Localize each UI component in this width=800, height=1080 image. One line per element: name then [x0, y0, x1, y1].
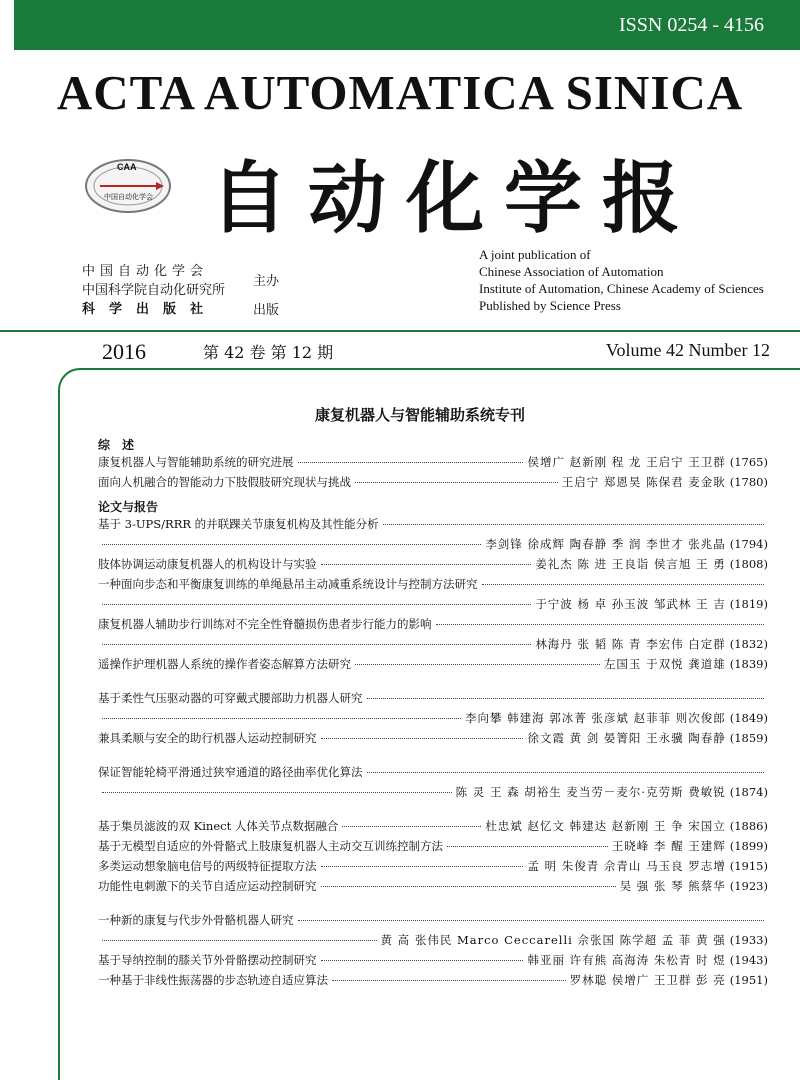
top-green-bar: [14, 0, 800, 50]
leader-dots: [321, 738, 524, 739]
toc-entry[interactable]: [98, 972, 768, 992]
toc-entry[interactable]: [98, 576, 768, 616]
leader-dots: [321, 886, 616, 887]
article-title: 遥操作护理机器人系统的操作者姿态解算方法研究: [98, 657, 351, 671]
article-title: 功能性电刺激下的关节自适应运动控制研究: [98, 879, 317, 893]
article-authors: 李剑锋 徐成辉 陶春静 季 润 李世才 张兆晶: [485, 537, 726, 551]
article-authors: 林海丹 张 韬 陈 青 李宏伟 白定群: [535, 637, 726, 651]
toc-entry[interactable]: [98, 690, 768, 730]
article-page: (1899): [729, 839, 768, 853]
article-authors: 李向攀 韩建海 郭冰菁 张彦斌 赵菲菲 则次俊郎: [464, 711, 726, 725]
leader-dots: [383, 524, 764, 525]
article-title: 保证智能轮椅平滑通过狭窄通道的路径曲率优化算法: [98, 765, 363, 779]
article-page: (1951): [729, 973, 768, 987]
sponsor-block: [82, 262, 225, 319]
toc-entry[interactable]: [98, 616, 768, 656]
special-issue-title: 康复机器人与智能辅助系统专刊: [314, 406, 525, 424]
leader-dots: [298, 920, 765, 921]
article-page: (1886): [729, 819, 768, 833]
article-title: 面向人机融合的智能动力下肢假肢研究现状与挑战: [98, 475, 351, 489]
toc-entry[interactable]: [98, 656, 768, 676]
article-title: 一种新的康复与代步外骨骼机器人研究: [98, 913, 294, 927]
sponsor-role-host: 主办: [253, 274, 280, 289]
article-title: 基于柔性气压驱动器的可穿戴式腰部助力机器人研究: [98, 691, 363, 705]
leader-dots: [447, 846, 608, 847]
article-authors: 罗林聪 侯增广 王卫群 彭 亮: [569, 973, 726, 987]
article-title: 康复机器人辅助步行训练对不完全性脊髓损伤患者步行能力的影响: [98, 617, 432, 631]
article-title: 基于集员滤波的双 Kinect 人体关节点数据融合: [98, 819, 339, 833]
chinese-journal-title: 自动化学报: [210, 154, 701, 244]
leader-dots: [332, 980, 566, 981]
article-page: (1943): [729, 953, 768, 967]
article-page: (1859): [729, 731, 768, 745]
leader-dots: [102, 644, 531, 645]
toc-entry[interactable]: [98, 516, 768, 556]
article-page: (1874): [729, 785, 768, 799]
leader-dots: [436, 624, 765, 625]
leader-dots: [367, 698, 765, 699]
article-title: 基于 3-UPS/RRR 的并联踝关节康复机构及其性能分析: [98, 517, 379, 531]
article-title: 一种基于非线性振荡器的步态轨迹自适应算法: [98, 973, 328, 987]
issue-volume-en: Volume 42 Number 12: [605, 340, 770, 360]
leader-dots: [298, 462, 524, 463]
article-title: 基于无模型自适应的外骨骼式上肢康复机器人主动交互训练控制方法: [98, 839, 443, 853]
article-title: 肢体协调运动康复机器人的机构设计与实验: [98, 557, 317, 571]
article-page: (1819): [729, 597, 768, 611]
sponsor-row: 中国科学院自动化研究所: [82, 283, 226, 298]
toc-entry[interactable]: [98, 878, 768, 898]
article-page: (1923): [729, 879, 768, 893]
leader-dots: [102, 604, 531, 605]
article-title: 兼具柔顺与安全的助行机器人运动控制研究: [98, 731, 317, 745]
logo-text: 中国自动化学会: [104, 193, 153, 201]
article-page: (1765): [729, 455, 768, 469]
article-page: (1794): [729, 537, 768, 551]
leader-dots: [321, 960, 524, 961]
article-authors: 徐文霞 黄 剑 晏箐阳 王永骥 陶春静: [527, 731, 726, 745]
caa-logo: [82, 150, 174, 220]
toc-entry[interactable]: [98, 474, 768, 494]
leader-dots: [102, 940, 377, 941]
article-authors: 左国玉 于双悦 龚道雄: [603, 657, 726, 671]
article-authors: 孟 明 朱俊青 佘青山 马玉良 罗志增: [527, 859, 726, 873]
english-publishers: [479, 246, 764, 314]
english-journal-title: ACTA AUTOMATICA SINICA: [56, 65, 744, 120]
article-authors: 姜礼杰 陈 进 王良诣 侯言旭 王 勇: [535, 557, 726, 571]
toc-entry[interactable]: [98, 454, 768, 474]
article-page: (1832): [729, 637, 768, 651]
issue-year: 2016: [102, 339, 146, 364]
article-authors: 陈 灵 王 森 胡裕生 麦当劳－麦尔·克劳斯 费敏锐: [455, 785, 726, 799]
article-title: 一种面向步态和平衡康复训练的单绳悬吊主动减重系统设计与控制方法研究: [98, 577, 478, 591]
section-heading: 论文与报告: [98, 500, 159, 514]
entry-spacer: [98, 750, 768, 764]
article-page: (1839): [729, 657, 768, 671]
publisher-line: Institute of Automation, Chinese Academy of Sciences: [479, 281, 764, 296]
leader-dots: [342, 826, 481, 827]
logo-abbr: CAA: [117, 162, 137, 172]
publisher-line: Published by Science Press: [479, 298, 621, 313]
issue-volume-cn: 第 42 卷 第 12 期: [203, 343, 334, 362]
sponsor-role-publish: 出版: [253, 303, 280, 318]
leader-dots: [355, 482, 558, 483]
sponsor-row: 科学出版社: [82, 302, 218, 317]
article-authors: 王启宁 郑恩昊 陈保君 麦金耿: [561, 475, 726, 489]
leader-dots: [355, 664, 600, 665]
table-of-contents: [98, 432, 768, 992]
article-authors: 吴 强 张 琴 熊蔡华: [619, 879, 726, 893]
toc-entry[interactable]: [98, 818, 768, 838]
toc-entry[interactable]: [98, 838, 768, 858]
article-authors: 王晓峰 李 醒 王建辉: [611, 839, 726, 853]
leader-dots: [482, 584, 765, 585]
article-page: (1933): [729, 933, 768, 947]
toc-entry[interactable]: [98, 730, 768, 750]
issn-number: ISSN 0254 - 4156: [618, 14, 764, 36]
article-title: 康复机器人与智能辅助系统的研究进展: [98, 455, 294, 469]
article-page: (1915): [729, 859, 768, 873]
publisher-line: Chinese Association of Automation: [479, 264, 664, 279]
article-title: 多类运动想象脑电信号的两级特征提取方法: [98, 859, 317, 873]
leader-dots: [321, 564, 532, 565]
leader-dots: [102, 792, 452, 793]
leader-dots: [321, 866, 524, 867]
publisher-line: A joint publication of: [479, 247, 591, 262]
sponsor-row: 中国自动化学会: [82, 264, 209, 279]
toc-entry[interactable]: [98, 858, 768, 878]
article-authors: 于宁波 杨 卓 孙玉波 邹武林 王 吉: [535, 597, 726, 611]
article-authors: 侯增广 赵新刚 程 龙 王启宁 王卫群: [527, 455, 726, 469]
entry-spacer: [98, 804, 768, 818]
toc-entry[interactable]: [98, 764, 768, 804]
toc-entry[interactable]: [98, 912, 768, 952]
article-authors: 杜忠斌 赵忆文 韩建达 赵新刚 王 争 宋国立: [485, 819, 726, 833]
entry-spacer: [98, 676, 768, 690]
toc-entry[interactable]: [98, 952, 768, 972]
article-authors: 黄 高 张伟民 Marco Ceccarelli 佘张国 陈学超 孟 菲 黄 强: [380, 933, 726, 947]
article-authors: 韩亚丽 许有熊 高海涛 朱松青 时 煜: [527, 953, 726, 967]
article-page: (1780): [729, 475, 768, 489]
article-page: (1808): [729, 557, 768, 571]
toc-entry[interactable]: [98, 556, 768, 576]
issue-bar: [0, 331, 800, 368]
article-page: (1849): [729, 711, 768, 725]
article-title: 基于导纳控制的膝关节外骨骼摆动控制研究: [98, 953, 317, 967]
entry-spacer: [98, 898, 768, 912]
leader-dots: [102, 718, 461, 719]
leader-dots: [102, 544, 481, 545]
section-heading: 综 述: [98, 438, 135, 452]
leader-dots: [367, 772, 765, 773]
